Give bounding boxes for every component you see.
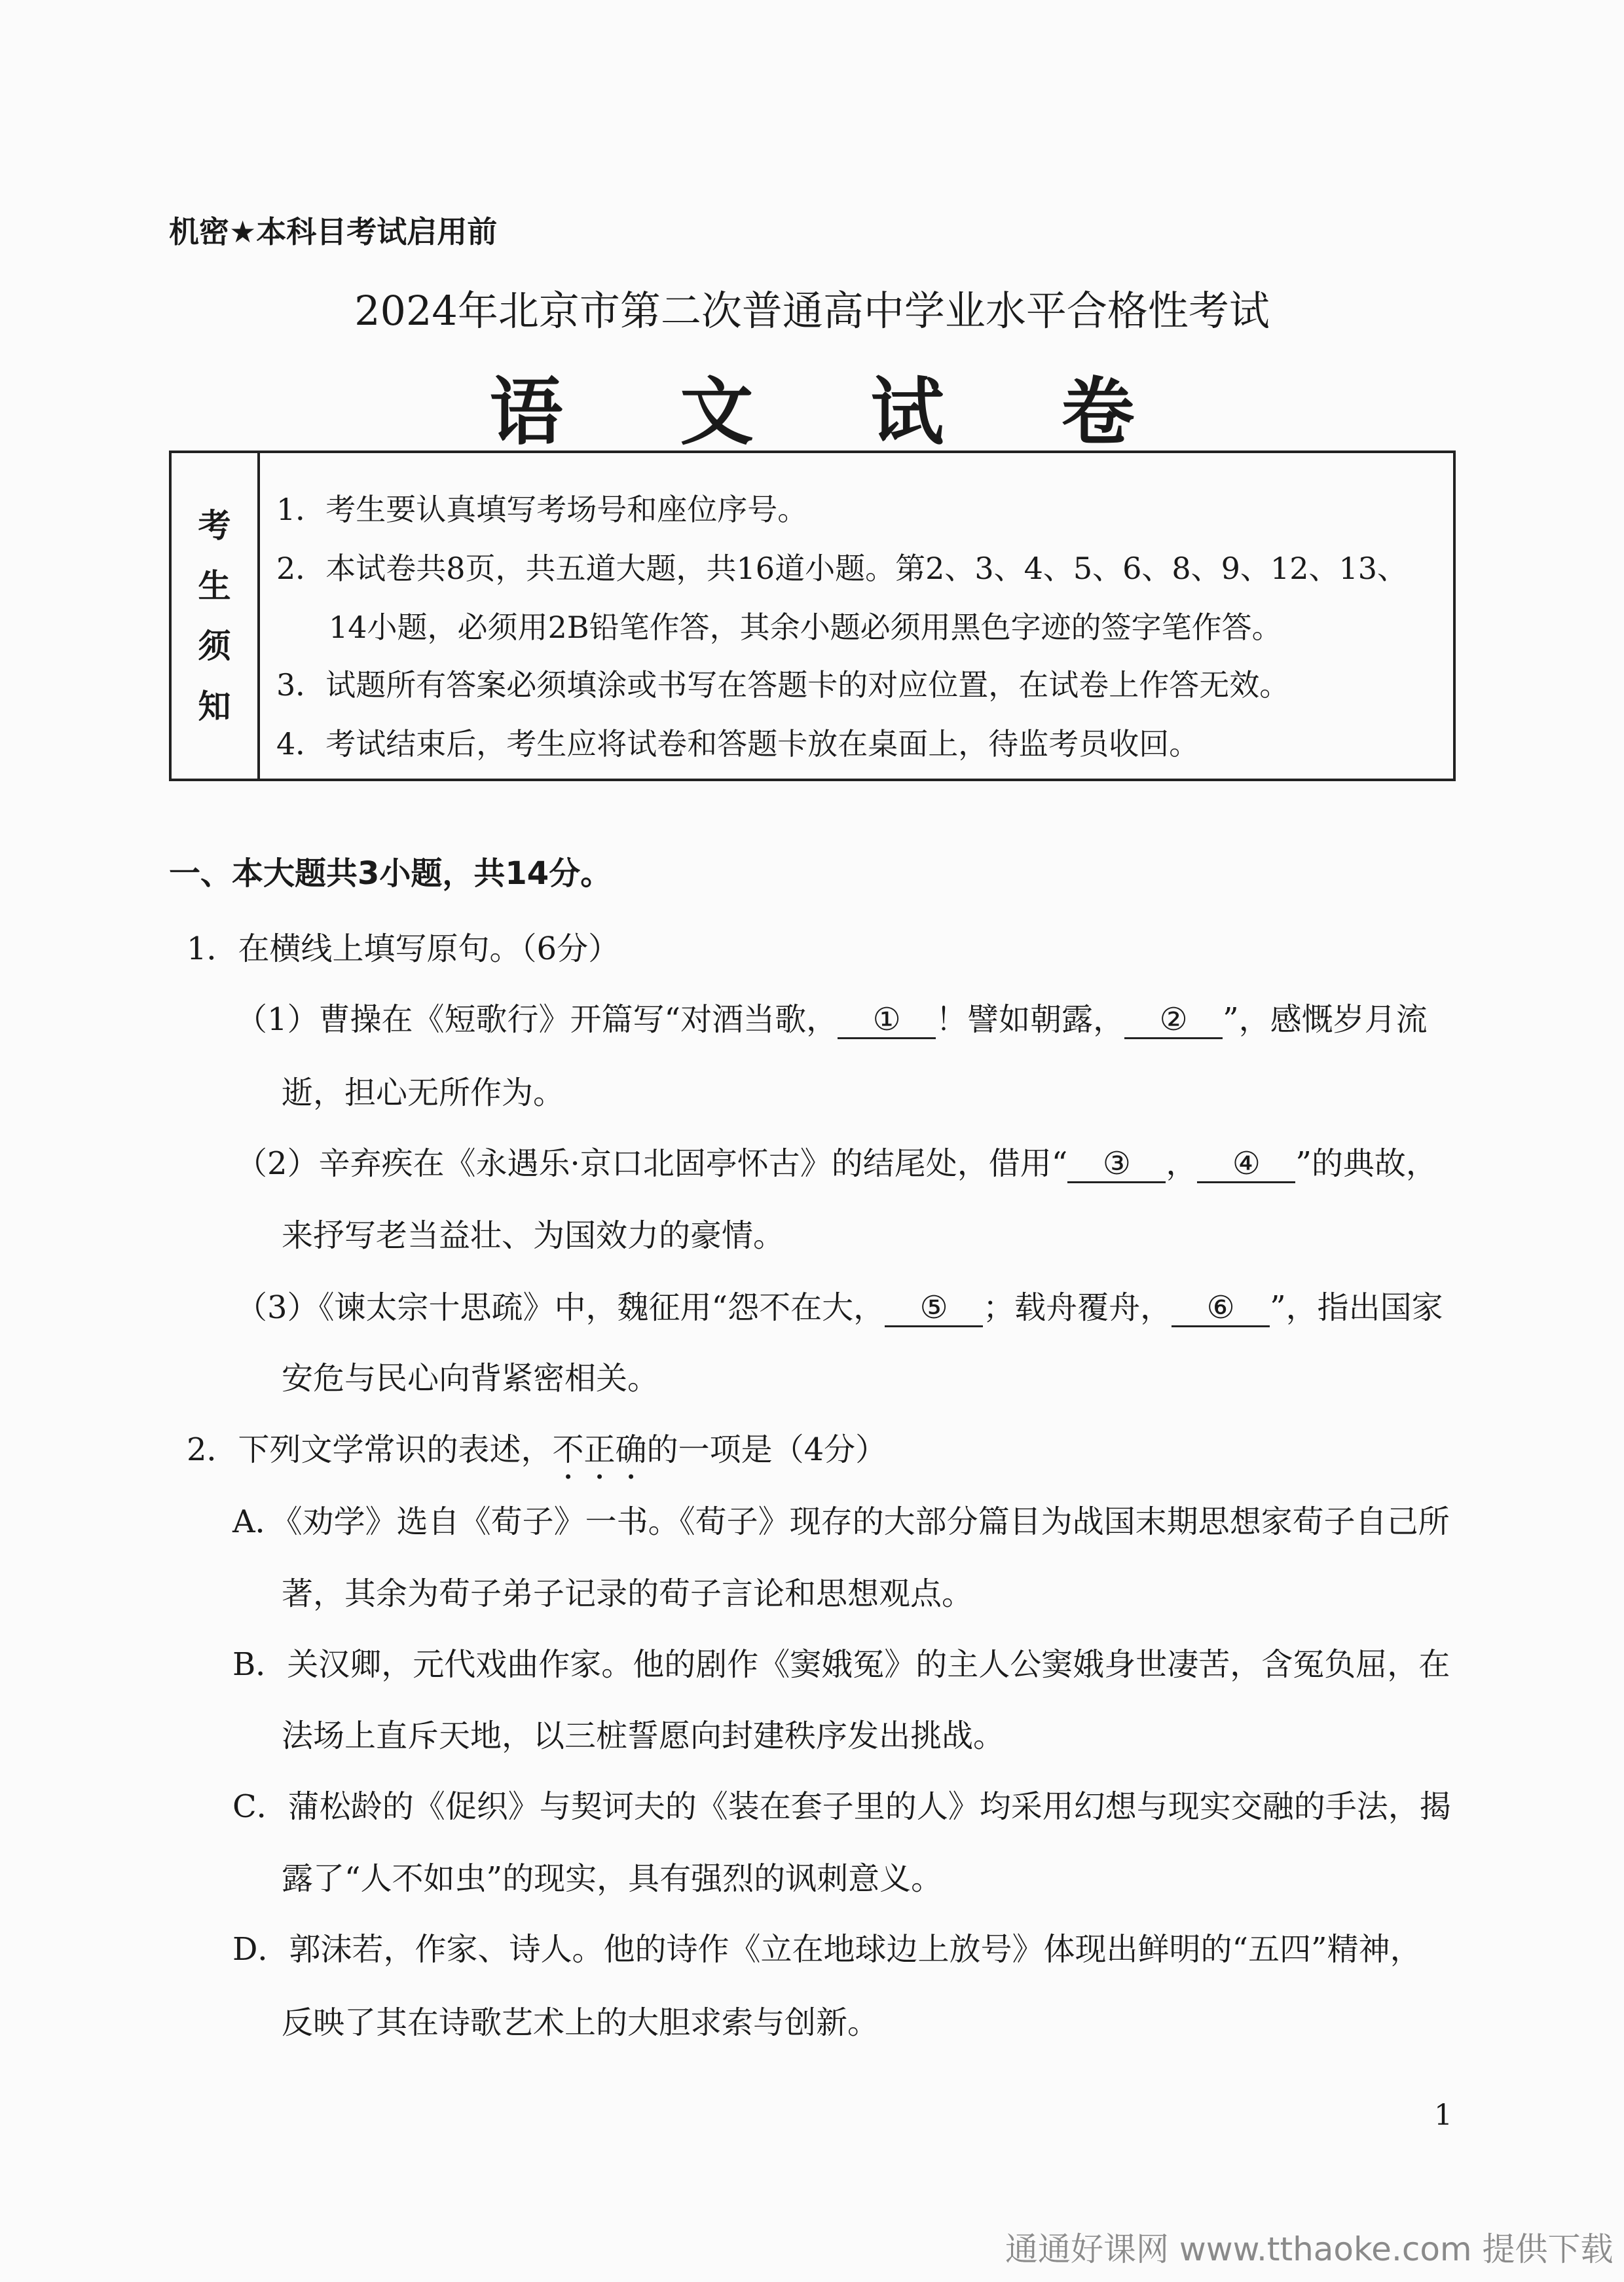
notice-label-char: 知 [198, 687, 231, 726]
question-1-sub-3-cont: 安危与民心向背紧密相关。 [282, 1360, 659, 1397]
subject-title: 语 文 试 卷 [489, 369, 1181, 455]
option-b[interactable]: B．关汉卿，元代戏曲作家。他的剧作《窦娥冤》的主人公窦娥身世凄苦，含冤负屈，在 [232, 1646, 1450, 1683]
blank-5[interactable]: ⑤ [885, 1291, 983, 1327]
question-1-sub-1-cont: 逝，担心无所作为。 [282, 1075, 565, 1111]
sub-2-text-a: （2）辛弃疾在《永遇乐·京口北固亭怀古》的结尾处，借用“ [236, 1145, 1068, 1182]
exam-notice-box [169, 451, 1456, 781]
question-2-stem [187, 1424, 887, 1486]
sub-1-text-a: （1）曹操在《短歌行》开篇写“对酒当歌， [236, 1001, 838, 1038]
sub-3-text-d: ”，指出国家 [1270, 1289, 1443, 1326]
sub-2-text-d: ”的典故， [1295, 1145, 1437, 1182]
blank-2[interactable]: ② [1124, 1003, 1223, 1039]
option-d-cont: 反映了其在诗歌艺术上的大胆求索与创新。 [282, 2004, 879, 2041]
question-1-sub-2 [236, 1138, 1437, 1183]
page-number: 1 [1434, 2099, 1452, 2132]
question-1-sub-1 [236, 994, 1428, 1039]
blank-1[interactable]: ① [838, 1003, 936, 1039]
notice-label-char: 须 [198, 627, 231, 665]
notice-item-1: 1．考生要认真填写考场号和座位序号。 [276, 492, 808, 527]
option-a[interactable]: A．《劝学》选自《荀子》一书。《荀子》现存的大部分篇目为战国末期思想家荀子自己所 [232, 1503, 1450, 1540]
watermark: 通通好课网 www.tthaoke.com 提供下载 [1005, 2230, 1614, 2268]
notice-item-3: 3．试题所有答案必须填涂或书写在答题卡的对应位置，在试卷上作答无效。 [276, 667, 1290, 703]
option-c-cont: 露了“人不如虫”的现实，具有强烈的讽刺意义。 [282, 1860, 943, 1897]
notice-label-char: 考 [198, 506, 231, 545]
question-1-stem: 1．在横线上填写原句。（6分） [187, 930, 620, 967]
blank-6[interactable]: ⑥ [1172, 1291, 1270, 1327]
q2-stem-a: 2．下列文学常识的表述， [187, 1431, 553, 1468]
question-1-sub-3 [236, 1282, 1443, 1327]
exam-title: 2024年北京市第二次普通高中学业水平合格性考试 [354, 287, 1270, 335]
notice-label-char: 生 [198, 566, 231, 605]
option-d[interactable]: D．郭沫若，作家、诗人。他的诗作《立在地球边上放号》体现出鲜明的“五四”精神， [232, 1931, 1422, 1968]
blank-4[interactable]: ④ [1197, 1147, 1295, 1183]
option-a-cont: 著，其余为荀子弟子记录的荀子言论和思想观点。 [282, 1575, 974, 1612]
option-c[interactable]: C．蒲松龄的《促织》与契诃夫的《装在套子里的人》均采用幻想与现实交融的手法，揭 [232, 1788, 1451, 1825]
sub-3-text-c: ；载舟覆舟， [983, 1289, 1172, 1326]
notice-item-2-cont: 14小题，必须用2B铅笔作答，其余小题必须用黑色字迹的签字笔作答。 [329, 610, 1282, 645]
sub-1-text-d: ”，感慨岁月流 [1223, 1001, 1428, 1038]
q2-stem-b: 的一项是（4分） [646, 1431, 887, 1468]
sub-2-text-c: ， [1166, 1145, 1198, 1182]
sub-3-text-a: （3）《谏太宗十思疏》中，魏征用“怨不在大， [236, 1289, 885, 1326]
notice-item-4: 4．考试结束后，考生应将试卷和答题卡放在桌面上，待监考员收回。 [276, 726, 1200, 762]
section-heading: 一、本大题共3小题，共14分。 [169, 855, 612, 892]
notice-label [172, 453, 260, 779]
question-1-sub-2-cont: 来抒写老当益壮、为国效力的豪情。 [282, 1217, 785, 1254]
q2-stem-emphasis: 不正确 [552, 1431, 647, 1468]
option-b-cont: 法场上直斥天地，以三桩誓愿向封建秩序发出挑战。 [282, 1718, 1005, 1754]
confidential-notice: 机密★本科目考试启用前 [169, 214, 498, 249]
notice-item-2: 2．本试卷共8页，共五道大题，共16道小题。第2、3、4、5、6、8、9、12、13、 [276, 551, 1407, 586]
sub-1-text-c: ！譬如朝露， [936, 1001, 1125, 1038]
blank-3[interactable]: ③ [1067, 1147, 1166, 1183]
